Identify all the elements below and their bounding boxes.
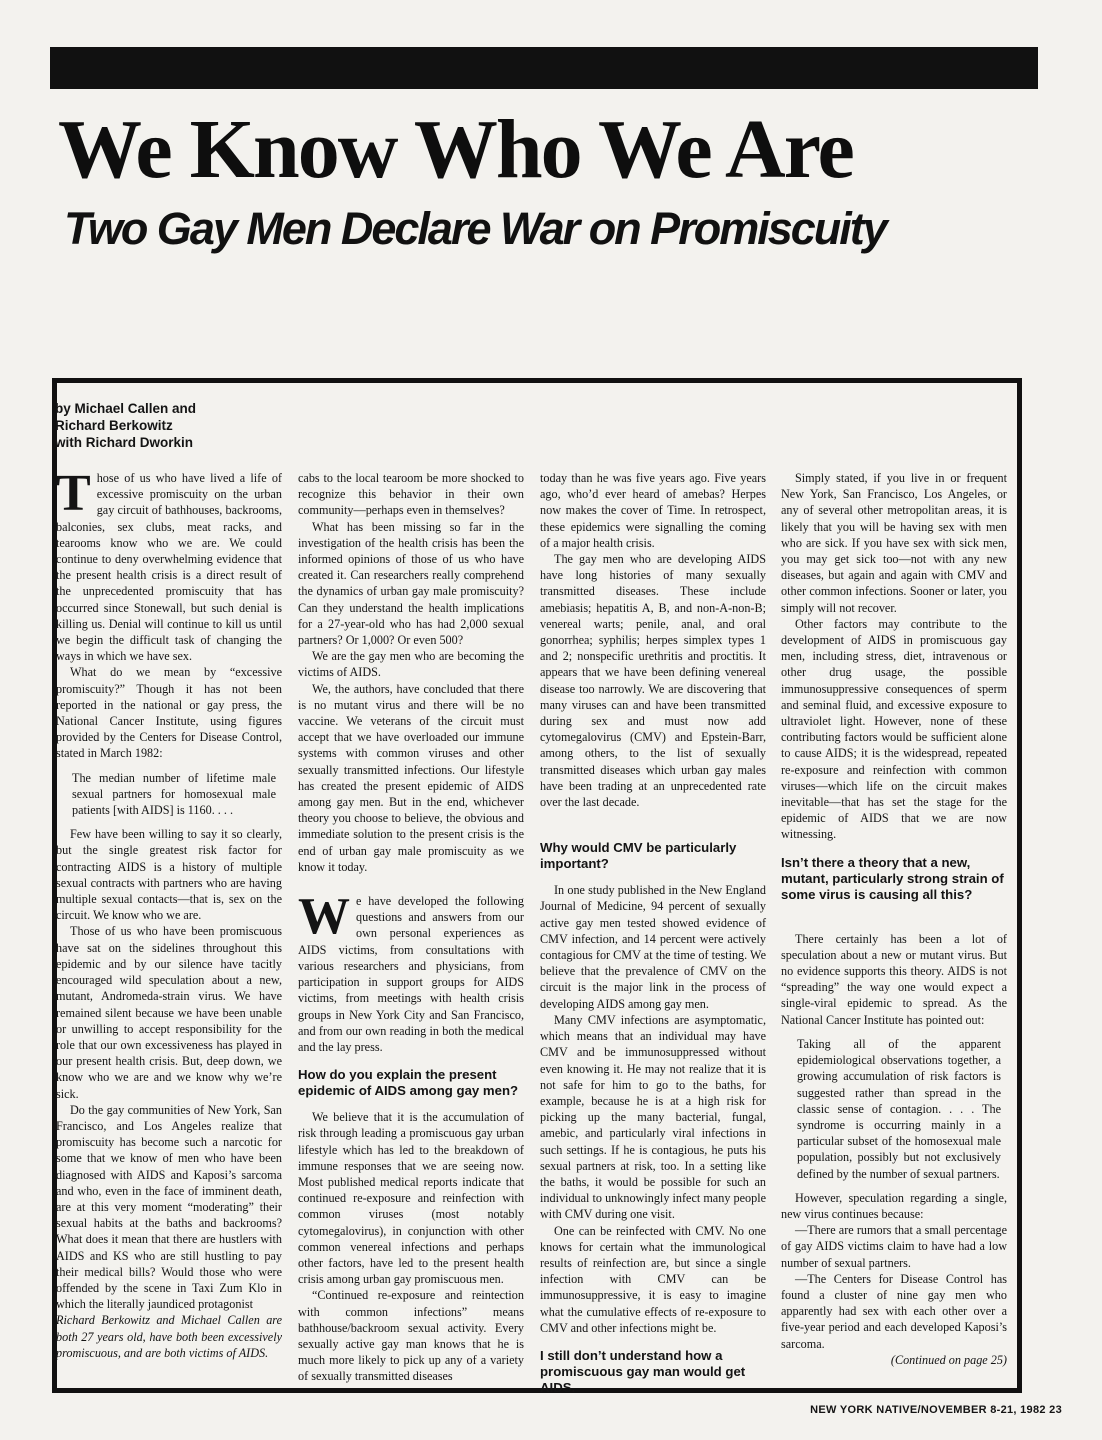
- byline-line: Richard Berkowitz: [55, 418, 173, 433]
- block-quote: The median number of lifetime male sexual partners for homosexual male patients [with AIDS] is 1160. . . .: [72, 770, 276, 818]
- paragraph: —The Centers for Disease Control has found a cluster of nine gay men who apparently had sex with each other over a five-year period and each developed Kaposi’s sarcoma.: [781, 1271, 1007, 1351]
- paragraph: One can be reinfected with CMV. No one knows for certain what the immunological results of reinfection are, but since a single infection with CMV can be immunosuppressive, it is easy to imagine what the cumulative effects of re-exposure to CMV and other infections might be.: [540, 1223, 766, 1335]
- column-1: [56, 465, 282, 1370]
- author-bio: Richard Berkowitz and Michael Callen are both 27 years old, have both been excessively promiscuous, and are both victims of AIDS.: [56, 1313, 282, 1360]
- column-2: [298, 470, 524, 1384]
- paragraph: What do we mean by “excessive promiscuity?” Though it has not been reported in the national or gay press, the National Cancer Institute, using figures provided by the Centers for Disease Control, stated in March 1982:: [56, 665, 282, 761]
- paragraph: We have developed the following questions and answers from our own personal experiences as AIDS victims, from consultations with various researchers and physicians, from participation in support groups for AIDS victims, from meetings with health crisis groups in New York City and San Francisco, and from our own reading in both the medical and the lay press.: [298, 888, 524, 1054]
- section-heading: How do you explain the present epidemic of AIDS among gay men?: [298, 1067, 519, 1099]
- paragraph: Do the gay communities of New York, San Francisco, and Los Angeles realize that promiscuity has become such a narcotic for some that we know of men who have been diagnosed with AIDS and Kaposi’s sarcoma and who, even in the face of imminent death, are at this very moment “moderating” their sexual habits at the baths and backrooms? What does it mean that there are hustlers with AIDS and KS who are still hustling to pay their medical bills? Would those who were offended by the scene in Taxi Zum Klo in which the literally jaundiced protagonist: [56, 1102, 282, 1312]
- headline: We Know Who We Are: [58, 103, 853, 196]
- page-footer: NEW YORK NATIVE/NOVEMBER 8-21, 1982 23: [810, 1404, 1062, 1416]
- subheadline: Two Gay Men Declare War on Promiscuity: [64, 203, 886, 254]
- drop-cap: W: [298, 888, 350, 946]
- paragraph: There certainly has been a lot of speculation about a new or mutant virus. But no evidence supports this theory. AIDS is not “spreading” the way one would expect a single-viral epidemic to spread. As the National Cancer Institute has pointed out:: [781, 931, 1007, 1027]
- byline-line: by Michael Callen and: [55, 401, 197, 416]
- byline-line: with Richard Dworkin: [55, 435, 194, 450]
- paragraph: today than he was five years ago. Five years ago, who’d ever heard of amebas? Herpes now makes the cover of Time. In retrospect, these epidemics were signalling the coming of a major health crisis.: [540, 471, 766, 550]
- paragraph: We believe that it is the accumulation of risk through leading a promiscuous gay urban lifestyle which has led to the breakdown of immune responses that we are seeing now. Most published medical reports indicate that continued re-exposure and reinfection with common viruses (most notably cytomegalovirus), in conjunction with other common venereal infections and perhaps other factors, have led to the present health crisis among urban gay promiscuous men.: [298, 1110, 524, 1287]
- column-4: [781, 470, 1007, 1370]
- paragraph: Few have been willing to say it so clearly, but the single greatest risk factor for contracting AIDS is a history of multiple sexual contracts with partners who are having multiple sexual contacts—that is, sex on the circuit. We know who we are.: [56, 827, 282, 923]
- section-heading: I still don’t understand how a promiscuous gay man would get AIDS.: [540, 1347, 746, 1395]
- block-quote: Taking all of the apparent epidemiological observations together, a growing accumulation of risk factors is suggested rather than spread in the classic sense of contagion. . . . The syndrome is occurring mainly in a particular subset of the homosexual male population, possibly but not exclusively defined by the number of sexual partners.: [797, 1036, 1001, 1181]
- paragraph: We are the gay men who are becoming the victims of AIDS.: [298, 649, 524, 680]
- section-heading: Isn’t there a theory that a new, mutant, particularly strong strain of some virus is causing all this?: [781, 854, 1004, 902]
- section-heading: Why would CMV be particularly important?: [540, 840, 737, 872]
- paragraph: What has been missing so far in the investigation of the health crisis has been the informed opinions of those of us who have created it. Can researchers really comprehend the dynamics of urban gay male promiscuity? Can they understand the health implications for a 27-year-old who has had 2,000 sexual partners? Or 1,000? Or even 500?: [298, 519, 524, 648]
- byline: [55, 400, 196, 451]
- paragraph: Many CMV infections are asymptomatic, which means that an individual may have CMV and be immunosuppressed without even knowing it. He may not realize that it is not safe for him to go to the baths, for example, because he is at a high risk for picking up the many bacterial, fungal, amebic, and particularly viral infections in such settings. If he is contagious, he puts his sexual partners at risk, too. In a setting like the baths, it would be possible for such an individual to unknowingly infect many people with CMV during one visit.: [540, 1012, 766, 1222]
- continued-notice: (Continued on page 25): [890, 1352, 1007, 1367]
- paragraph: “Continued re-exposure and reintection with common infections” means bathhouse/backroom sexual activity. Every sexually active gay man knows that he is much more likely to pick up any of a variety of sexually transmitted diseases: [298, 1288, 524, 1384]
- drop-cap: T: [56, 465, 91, 522]
- paragraph: Those of us who have been promiscuous have sat on the sidelines throughout this epidemic and by our silence have tacitly encouraged wild speculation about a new, mutant, Andromeda-strain virus. We have remained silent because we have been unable or unwilling to accept responsibility for the role that our own excessiveness has played in our present health crisis. But, deep down, we know who we are and we know why we’re sick.: [56, 924, 282, 1101]
- paragraph: Those of us who have lived a life of excessive promiscuity on the urban gay circuit of bathhouses, backrooms, balconies, sex clubs, meat racks, and tearooms know who we are. We could continue to deny overwhelming evidence that the present health crisis is a direct result of the unprecedented promiscuity that has occurred since Stonewall, but such denial is killing us. Denial will continue to kill us until we begin the difficult task of changing the ways in which we have sex.: [56, 465, 282, 664]
- top-black-bar: [50, 47, 1038, 89]
- paragraph: We, the authors, have concluded that there is no mutant virus and there will be no vaccine. We veterans of the circuit must accept that we have overloaded our immune systems with common viruses and other sexually transmitted infections. Our lifestyle has created the present epidemic of AIDS among gay men. But in the end, whichever theory you choose to believe, the obvious and immediate solution to the present crisis is the end of urban gay male promiscuity as we know it today.: [298, 681, 524, 874]
- paragraph: Other factors may contribute to the development of AIDS in promiscuous gay men, including stress, diet, intravenous or other drug usage, the possible immunosuppressive consequences of sperm and seminal fluid, and excessive exposure to ultraviolet light. However, none of these contributing factors would be sufficient alone to cause AIDS; it is the widespread, repeated re-exposure and reinfection with common viruses—which life on the circuit makes inevitable—that has set the stage for the epidemic of AIDS that we are now witnessing.: [781, 616, 1007, 842]
- paragraph: In one study published in the New England Journal of Medicine, 94 percent of sexually active gay men tested showed evidence of CMV infection, and 14 percent were actively contagious for CMV at the time of testing. We believe that the prevalence of CMV on the circuit is the major link in the process of developing AIDS among gay men.: [540, 883, 766, 1011]
- paragraph: —There are rumors that a small percentage of gay AIDS victims claim to have had a low number of sexual partners.: [781, 1223, 1007, 1270]
- paragraph: cabs to the local tearoom be more shocked to recognize this behavior in their own community—perhaps even in themselves?: [298, 471, 524, 518]
- column-3: [540, 470, 766, 1395]
- paragraph: However, speculation regarding a single, new virus continues because:: [781, 1190, 1007, 1221]
- paragraph: Simply stated, if you live in or frequent New York, San Francisco, Los Angeles, or any of several other metropolitan areas, it is likely that you will be having sex with men who are sick. If you have sex with sick men, you may get sick too—not with any new diseases, but again and again with CMV and other common infections. Sooner or later, you simply will not recover.: [781, 471, 1007, 615]
- paragraph: The gay men who are developing AIDS have long histories of many sexually transmitted diseases. These include amebiasis; hepatitis A, B, and non-A-non-B; venereal warts; penile, anal, and oral gonorrhea; syphilis; herpes simplex types 1 and 2; nonspecific urethritis and proctitis. It appears that we have been defining venereal disease too narrowly. We are discovering that many viruses can and have been transmitted during sex and must now add cytomegalovirus (CMV) and Epstein-Barr, among others, to the list of sexually transmitted diseases which urban gay males have been trading at an unprecedented rate over the last decade.: [540, 552, 766, 810]
